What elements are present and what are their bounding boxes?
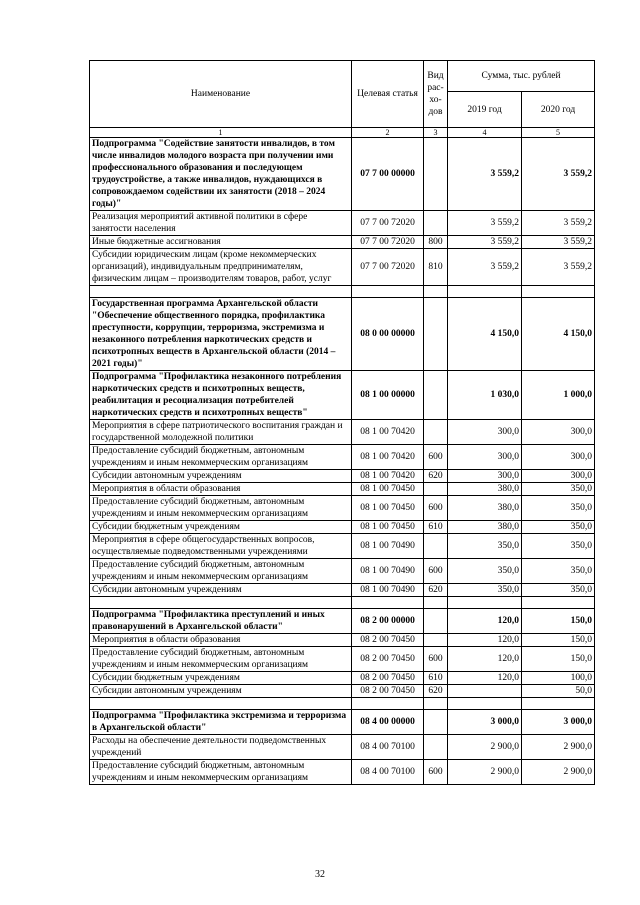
row-expense-type: 620 <box>424 470 448 483</box>
header-year-2019: 2019 год <box>448 92 522 128</box>
column-number-row <box>90 128 595 138</box>
table-row <box>90 760 595 785</box>
row-sum-2020: 2 900,0 <box>522 760 595 785</box>
row-sum-2020: 150,0 <box>522 609 595 634</box>
column-number: 2 <box>352 128 424 138</box>
row-name: Мероприятия в области образования <box>90 634 352 647</box>
row-name: Субсидии юридическим лицам (кроме некоммерческих организаций), индивидуальным предпринимателям, физическим лицам – производителям товаров, работ, услуг <box>90 249 352 286</box>
row-target-code: 08 4 00 70100 <box>352 735 424 760</box>
row-sum-2019: 2 900,0 <box>448 735 522 760</box>
row-sum-2019: 120,0 <box>448 634 522 647</box>
row-name: Расходы на обеспечение деятельности подведомственных учреждений <box>90 735 352 760</box>
row-expense-type <box>424 483 448 496</box>
header-vid: Вид рас-хо-дов <box>424 61 448 128</box>
row-sum-2020: 150,0 <box>522 647 595 672</box>
empty-cell <box>90 698 352 710</box>
table-body <box>90 138 595 785</box>
row-name: Предоставление субсидий бюджетным, автономным учреждениям и иным некоммерческим организациям <box>90 496 352 521</box>
row-sum-2020: 3 559,2 <box>522 236 595 249</box>
table-row <box>90 496 595 521</box>
row-sum-2019: 4 150,0 <box>448 298 522 371</box>
row-target-code: 07 7 00 72020 <box>352 249 424 286</box>
row-target-code: 08 2 00 70450 <box>352 685 424 698</box>
row-sum-2019: 300,0 <box>448 470 522 483</box>
row-sum-2020: 350,0 <box>522 559 595 584</box>
row-sum-2020: 350,0 <box>522 534 595 559</box>
row-expense-type: 620 <box>424 685 448 698</box>
row-expense-type <box>424 735 448 760</box>
row-expense-type <box>424 710 448 735</box>
row-sum-2020: 300,0 <box>522 445 595 470</box>
row-expense-type: 600 <box>424 559 448 584</box>
row-expense-type <box>424 138 448 211</box>
row-sum-2020: 1 000,0 <box>522 371 595 420</box>
row-sum-2019: 350,0 <box>448 584 522 597</box>
row-target-code: 08 1 00 70420 <box>352 445 424 470</box>
row-name: Субсидии бюджетным учреждениям <box>90 672 352 685</box>
row-target-code: 08 2 00 70450 <box>352 672 424 685</box>
row-expense-type: 600 <box>424 760 448 785</box>
header-target: Целевая статья <box>352 61 424 128</box>
row-expense-type <box>424 420 448 445</box>
header-row <box>90 61 595 92</box>
row-target-code: 08 1 00 70450 <box>352 496 424 521</box>
row-expense-type: 620 <box>424 584 448 597</box>
row-sum-2020: 350,0 <box>522 521 595 534</box>
row-expense-type: 800 <box>424 236 448 249</box>
row-target-code: 08 2 00 70450 <box>352 634 424 647</box>
table-row <box>90 211 595 236</box>
budget-table <box>89 60 595 785</box>
header-sum: Сумма, тыс. рублей <box>448 61 595 92</box>
row-sum-2019: 380,0 <box>448 496 522 521</box>
row-sum-2020: 150,0 <box>522 634 595 647</box>
row-target-code: 07 7 00 00000 <box>352 138 424 211</box>
row-sum-2020: 350,0 <box>522 483 595 496</box>
row-name: Предоставление субсидий бюджетным, автономным учреждениям и иным некоммерческим организациям <box>90 559 352 584</box>
row-sum-2020: 300,0 <box>522 470 595 483</box>
row-expense-type <box>424 298 448 371</box>
row-sum-2020: 100,0 <box>522 672 595 685</box>
row-sum-2020: 50,0 <box>522 685 595 698</box>
row-expense-type <box>424 371 448 420</box>
table-row <box>90 420 595 445</box>
empty-cell <box>448 597 522 609</box>
row-sum-2019: 120,0 <box>448 647 522 672</box>
row-sum-2019: 350,0 <box>448 559 522 584</box>
row-sum-2019 <box>448 685 522 698</box>
spacer-row <box>90 286 595 298</box>
row-sum-2019: 3 000,0 <box>448 710 522 735</box>
empty-cell <box>424 286 448 298</box>
row-target-code: 08 1 00 00000 <box>352 371 424 420</box>
empty-cell <box>448 698 522 710</box>
row-expense-type <box>424 609 448 634</box>
header-name: Наименование <box>90 61 352 128</box>
row-target-code: 08 2 00 70450 <box>352 647 424 672</box>
row-expense-type <box>424 534 448 559</box>
row-target-code: 08 1 00 70490 <box>352 584 424 597</box>
column-number: 5 <box>522 128 595 138</box>
table-row <box>90 685 595 698</box>
row-name: Подпрограмма "Профилактика преступлений и иных правонарушений в Архангельской области" <box>90 609 352 634</box>
table-row <box>90 559 595 584</box>
table-row <box>90 534 595 559</box>
row-target-code: 08 4 00 00000 <box>352 710 424 735</box>
row-sum-2020: 4 150,0 <box>522 298 595 371</box>
table-row <box>90 735 595 760</box>
row-name: Мероприятия в области образования <box>90 483 352 496</box>
row-sum-2019: 350,0 <box>448 534 522 559</box>
row-sum-2019: 300,0 <box>448 420 522 445</box>
spacer-row <box>90 597 595 609</box>
table-row <box>90 470 595 483</box>
table-row <box>90 371 595 420</box>
header-year-2020: 2020 год <box>522 92 595 128</box>
table-row <box>90 298 595 371</box>
spacer-row <box>90 698 595 710</box>
row-target-code: 08 1 00 70420 <box>352 470 424 483</box>
column-number: 1 <box>90 128 352 138</box>
table-row <box>90 445 595 470</box>
row-name: Государственная программа Архангельской области "Обеспечение общественного порядка, профилактика преступности, коррупции, терроризма, экстремизма и незаконного потребления наркотических средств и психотропных веществ в Архангельской области (2014 – 2021 годы)" <box>90 298 352 371</box>
row-sum-2020: 350,0 <box>522 584 595 597</box>
table-row <box>90 609 595 634</box>
row-sum-2019: 3 559,2 <box>448 211 522 236</box>
row-target-code: 08 1 00 70490 <box>352 534 424 559</box>
empty-cell <box>352 698 424 710</box>
empty-cell <box>448 286 522 298</box>
empty-cell <box>352 597 424 609</box>
table-row <box>90 634 595 647</box>
row-name: Мероприятия в сфере патриотического воспитания граждан и государственной молодежной политики <box>90 420 352 445</box>
column-number: 3 <box>424 128 448 138</box>
row-expense-type <box>424 634 448 647</box>
row-sum-2020: 2 900,0 <box>522 735 595 760</box>
row-expense-type <box>424 211 448 236</box>
row-name: Подпрограмма "Профилактика незаконного потребления наркотических средств и психотропных веществ, реабилитация и ресоциализация потребителей наркотических средств и психотропных веществ" <box>90 371 352 420</box>
row-sum-2019: 380,0 <box>448 483 522 496</box>
row-target-code: 07 7 00 72020 <box>352 211 424 236</box>
row-target-code: 08 4 00 70100 <box>352 760 424 785</box>
row-sum-2019: 380,0 <box>448 521 522 534</box>
table-row <box>90 236 595 249</box>
row-name: Иные бюджетные ассигнования <box>90 236 352 249</box>
row-sum-2020: 3 559,2 <box>522 211 595 236</box>
row-name: Субсидии автономным учреждениям <box>90 584 352 597</box>
table-row <box>90 710 595 735</box>
row-expense-type: 810 <box>424 249 448 286</box>
empty-cell <box>424 698 448 710</box>
row-name: Подпрограмма "Профилактика экстремизма и терроризма в Архангельской области" <box>90 710 352 735</box>
table-row <box>90 249 595 286</box>
row-sum-2020: 3 559,2 <box>522 138 595 211</box>
empty-cell <box>424 597 448 609</box>
row-expense-type: 610 <box>424 672 448 685</box>
row-sum-2019: 3 559,2 <box>448 249 522 286</box>
table-row <box>90 138 595 211</box>
row-name: Реализация мероприятий активной политики в сфере занятости населения <box>90 211 352 236</box>
row-expense-type: 600 <box>424 445 448 470</box>
row-expense-type: 600 <box>424 647 448 672</box>
row-name: Предоставление субсидий бюджетным, автономным учреждениям и иным некоммерческим организациям <box>90 760 352 785</box>
table-row <box>90 584 595 597</box>
row-name: Мероприятия в сфере общегосударственных вопросов, осуществляемые подведомственными учреждениями <box>90 534 352 559</box>
row-target-code: 08 1 00 70450 <box>352 483 424 496</box>
row-target-code: 08 1 00 70490 <box>352 559 424 584</box>
row-sum-2020: 3 559,2 <box>522 249 595 286</box>
empty-cell <box>90 597 352 609</box>
table-row <box>90 483 595 496</box>
row-name: Предоставление субсидий бюджетным, автономным учреждениям и иным некоммерческим организациям <box>90 445 352 470</box>
empty-cell <box>522 698 595 710</box>
row-sum-2019: 3 559,2 <box>448 138 522 211</box>
page-number: 32 <box>315 869 325 880</box>
row-sum-2019: 1 030,0 <box>448 371 522 420</box>
row-target-code: 08 1 00 70450 <box>352 521 424 534</box>
empty-cell <box>352 286 424 298</box>
row-name: Субсидии бюджетным учреждениям <box>90 521 352 534</box>
row-sum-2020: 3 000,0 <box>522 710 595 735</box>
empty-cell <box>90 286 352 298</box>
row-target-code: 07 7 00 72020 <box>352 236 424 249</box>
row-name: Субсидии автономным учреждениям <box>90 470 352 483</box>
row-sum-2019: 2 900,0 <box>448 760 522 785</box>
row-sum-2020: 300,0 <box>522 420 595 445</box>
empty-cell <box>522 597 595 609</box>
row-name: Предоставление субсидий бюджетным, автономным учреждениям и иным некоммерческим организациям <box>90 647 352 672</box>
row-sum-2020: 350,0 <box>522 496 595 521</box>
row-sum-2019: 300,0 <box>448 445 522 470</box>
empty-cell <box>522 286 595 298</box>
row-sum-2019: 3 559,2 <box>448 236 522 249</box>
row-expense-type: 610 <box>424 521 448 534</box>
table-row <box>90 672 595 685</box>
table-row <box>90 647 595 672</box>
row-target-code: 08 2 00 00000 <box>352 609 424 634</box>
row-sum-2019: 120,0 <box>448 672 522 685</box>
row-name: Субсидии автономным учреждениям <box>90 685 352 698</box>
row-target-code: 08 1 00 70420 <box>352 420 424 445</box>
row-expense-type: 600 <box>424 496 448 521</box>
column-number: 4 <box>448 128 522 138</box>
table-row <box>90 521 595 534</box>
row-sum-2019: 120,0 <box>448 609 522 634</box>
row-name: Подпрограмма "Содействие занятости инвалидов, в том числе инвалидов молодого возраста при получении ими профессионального образования и последующем трудоустройстве, а также инвалидов, нуждающихся в сопровождаемом содействии их занятости (2018 – 2024 годы)" <box>90 138 352 211</box>
row-target-code: 08 0 00 00000 <box>352 298 424 371</box>
